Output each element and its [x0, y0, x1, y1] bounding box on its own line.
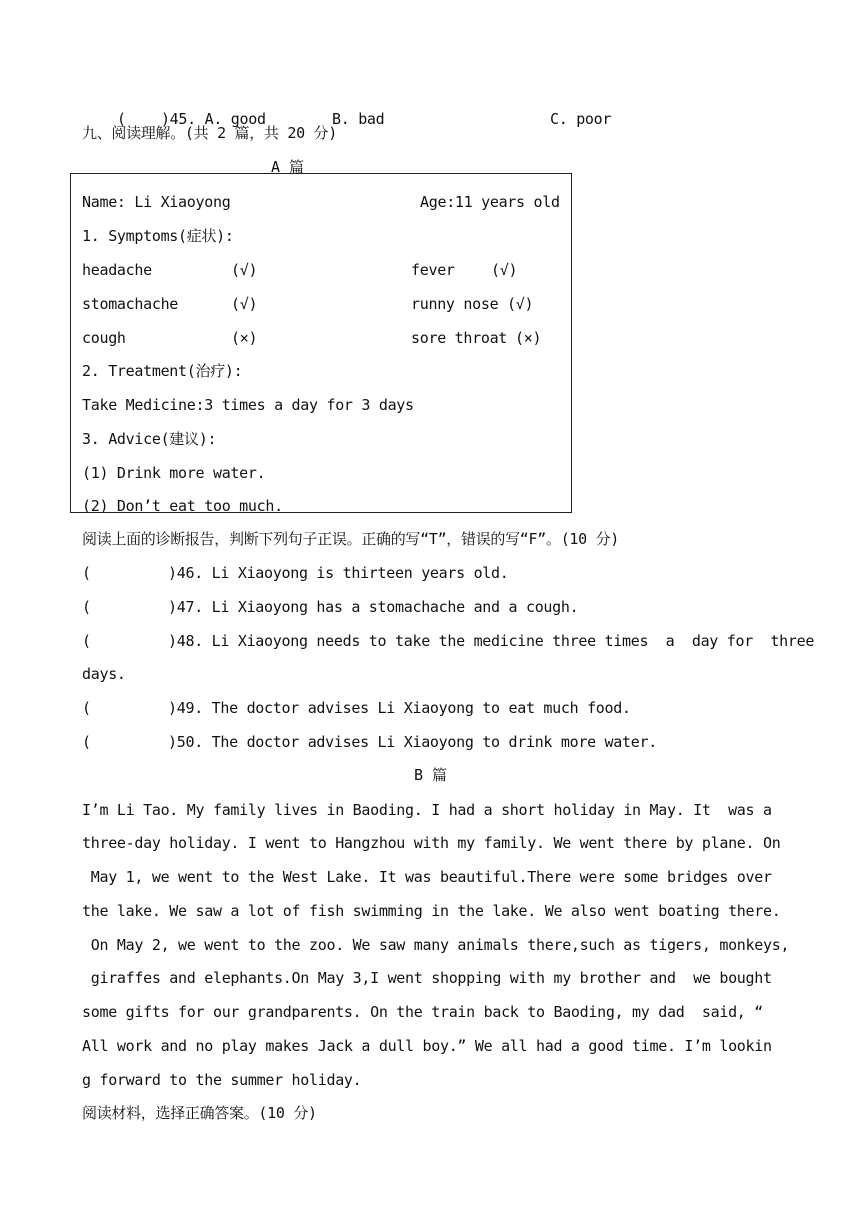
- passage-b-line: g forward to the summer holiday.: [82, 1071, 362, 1089]
- question-47: [82, 597, 578, 617]
- answer-blank-50[interactable]: (: [82, 733, 91, 751]
- symptoms-heading: 1. Symptoms(症状):: [82, 227, 234, 245]
- question-text: )46. Li Xiaoyong is thirteen years old.: [168, 564, 509, 582]
- advice-item: (1) Drink more water.: [82, 464, 266, 482]
- answer-blank-47[interactable]: (: [82, 598, 91, 616]
- passage-b-title: B 篇: [414, 766, 448, 784]
- answer-blank-46[interactable]: (: [82, 564, 91, 582]
- option-c: C. poor: [550, 110, 612, 128]
- question-48: [82, 631, 814, 651]
- question-49: [82, 698, 631, 718]
- advice-item: (2) Don’t eat too much.: [82, 497, 283, 515]
- question-text: )48. Li Xiaoyong needs to take the medicine three times a day for three: [168, 632, 815, 650]
- symptom-right: fever: [411, 261, 455, 279]
- passage-b-line: I’m Li Tao. My family lives in Baoding. I had a short holiday in May. It was a: [82, 801, 772, 819]
- passage-b-line: May 1, we went to the West Lake. It was beautiful.There were some bridges over: [82, 868, 772, 886]
- answer-blank-48[interactable]: (: [82, 632, 91, 650]
- question-48-continued: days.: [82, 665, 126, 683]
- advice-heading: 3. Advice(建议):: [82, 430, 217, 448]
- symptom-mark: (√): [231, 295, 258, 313]
- passage-b-line: some gifts for our grandparents. On the train back to Baoding, my dad said, “: [82, 1003, 764, 1021]
- symptom-mark: (×): [231, 329, 258, 347]
- question-text: )47. Li Xiaoyong has a stomachache and a cough.: [168, 598, 579, 616]
- symptom-mark: (√): [231, 261, 258, 279]
- passage-b-line: giraffes and elephants.On May 3,I went shopping with my brother and we bought: [82, 969, 772, 987]
- passage-b-line: All work and no play makes Jack a dull boy.” We all had a good time. I’m lookin: [82, 1037, 772, 1055]
- passage-b-line: three-day holiday. I went to Hangzhou with my family. We went there by plane. On: [82, 834, 781, 852]
- symptom-mark: (×): [515, 329, 542, 347]
- symptom-left: headache: [82, 261, 152, 279]
- symptom-right: runny nose: [411, 295, 499, 313]
- passage-a-title: A 篇: [271, 158, 305, 176]
- patient-age: Age:11 years old: [420, 193, 560, 211]
- passage-b-line: On May 2, we went to the zoo. We saw many animals there,such as tigers, monkeys,: [82, 936, 790, 954]
- patient-name: Name: Li Xiaoyong: [82, 193, 231, 211]
- question-46: [82, 563, 509, 583]
- option-b: B. bad: [332, 110, 385, 128]
- question-text: )50. The doctor advises Li Xiaoyong to drink more water.: [168, 733, 657, 751]
- symptom-mark: (√): [507, 295, 534, 313]
- symptom-left: cough: [82, 329, 126, 347]
- symptom-left: stomachache: [82, 295, 179, 313]
- question-number: )45.: [160, 110, 196, 128]
- diagnosis-report: [70, 173, 572, 513]
- section-heading: 九、阅读理解。(共 2 篇，共 20 分): [82, 124, 337, 142]
- question-50: [82, 732, 657, 752]
- symptom-right: sore throat: [411, 329, 508, 347]
- option-a: A. good: [204, 110, 266, 128]
- passage-b-instruction: 阅读材料，选择正确答案。(10 分): [82, 1104, 317, 1122]
- question-text: )49. The doctor advises Li Xiaoyong to eat much food.: [168, 699, 631, 717]
- passage-b-line: the lake. We saw a lot of fish swimming in the lake. We also went boating there.: [82, 902, 781, 920]
- treatment-text: Take Medicine:3 times a day for 3 days: [82, 396, 414, 414]
- treatment-heading: 2. Treatment(治疗):: [82, 362, 243, 380]
- passage-a-instruction: 阅读上面的诊断报告，判断下列句子正误。正确的写“T”，错误的写“F”。(10 分): [82, 530, 620, 548]
- answer-blank-45[interactable]: (: [116, 110, 126, 128]
- symptom-mark: (√): [491, 261, 518, 279]
- answer-blank-49[interactable]: (: [82, 699, 91, 717]
